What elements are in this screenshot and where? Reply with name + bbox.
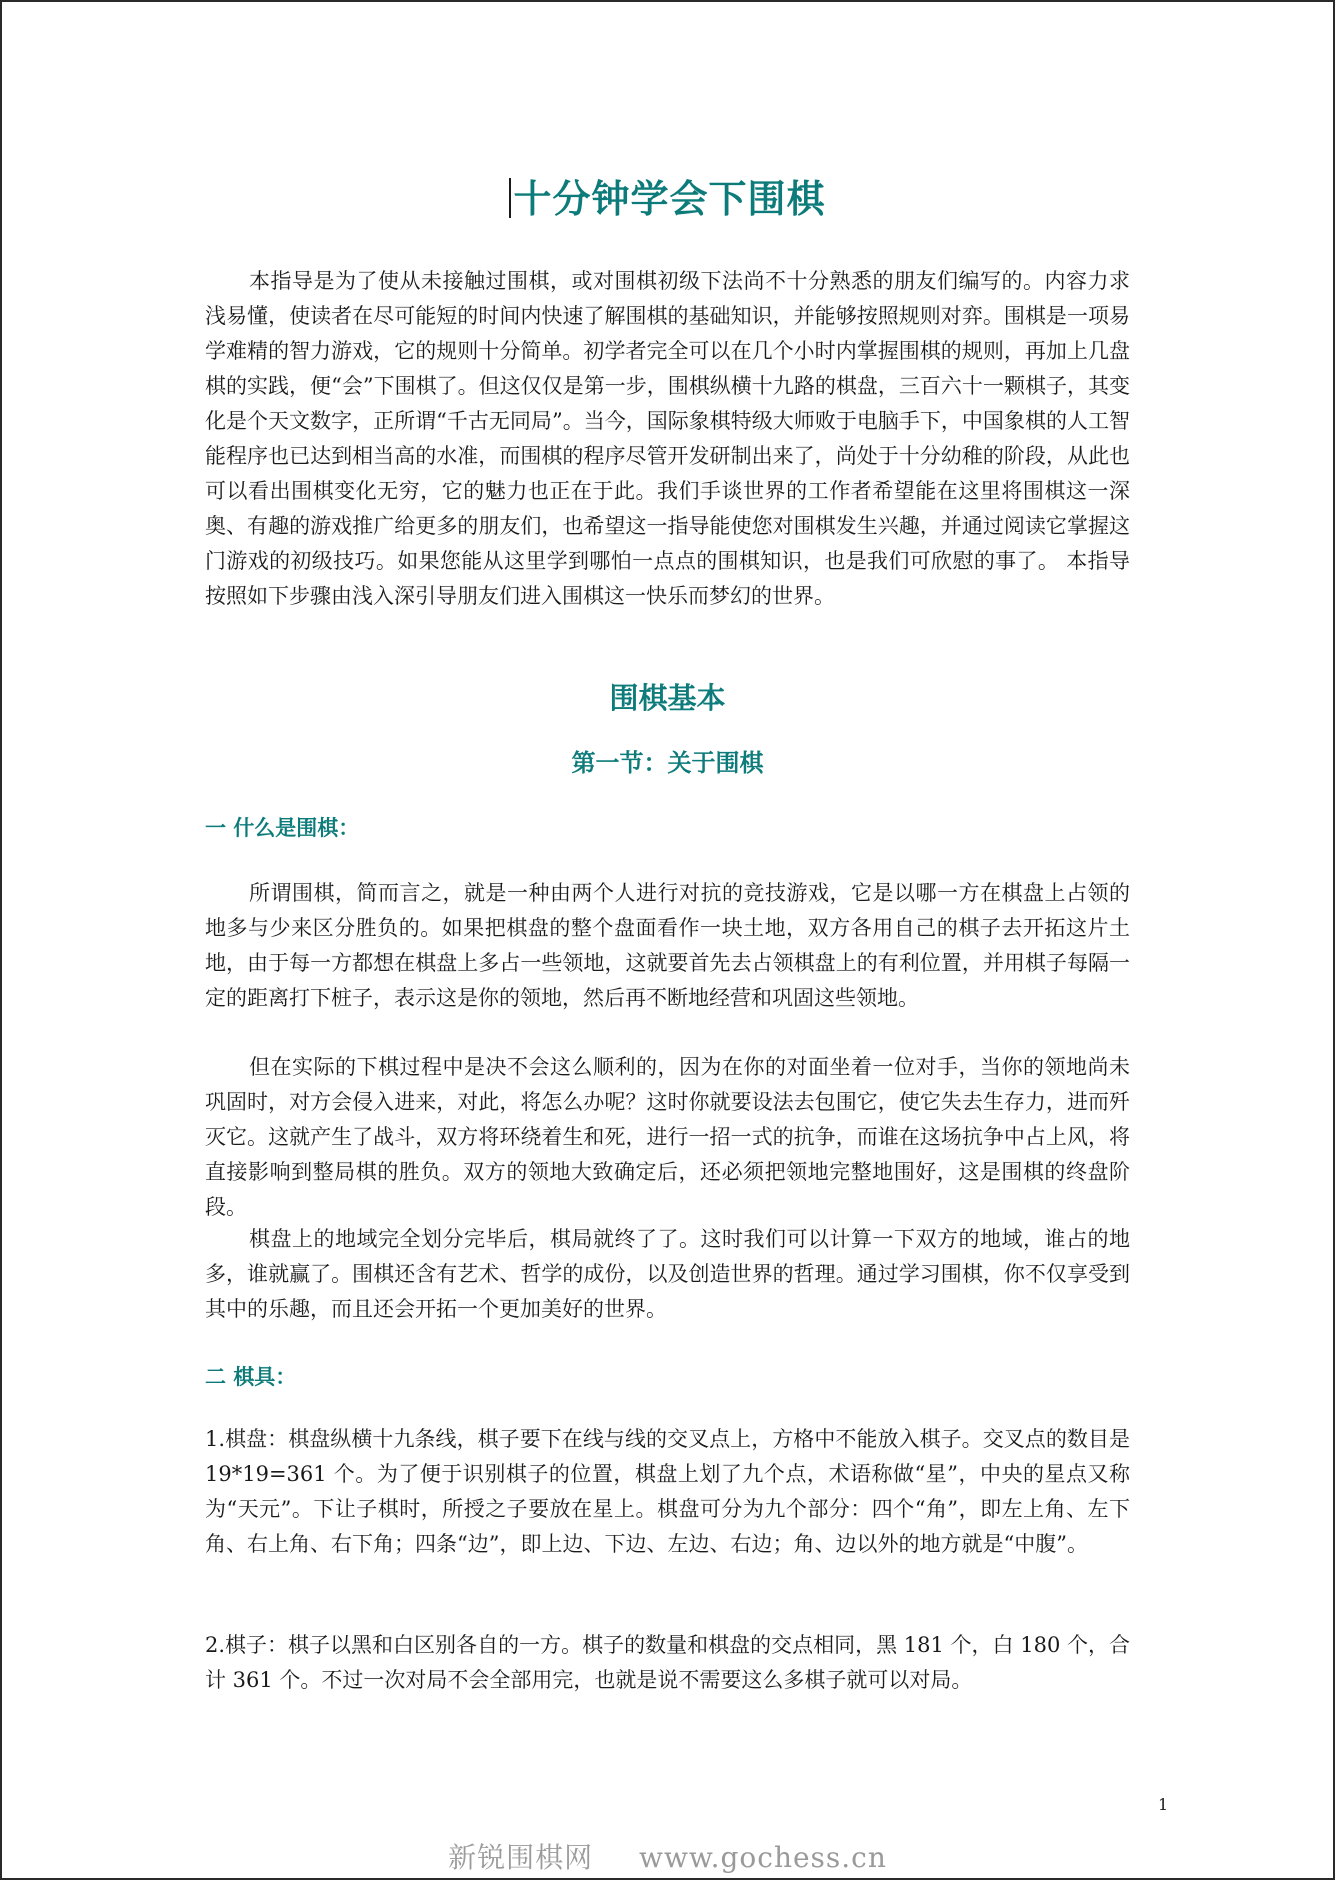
heading-equipment: 二 棋具：	[205, 1364, 297, 1389]
footer-url: www.gochess.cn	[639, 1841, 887, 1874]
footer-site-name: 新锐围棋网	[448, 1841, 594, 1874]
paragraph-board: 1.棋盘：棋盘纵横十九条线，棋子要下在线与线的交叉点上，方格中不能放入棋子。交叉点的数目是 19*19=361 个。为了便于识别棋子的位置，棋盘上划了九个点，术语称做“星”，中央的星点又称为“天元”。下让子棋时，所授之子要放在星上。棋盘可分为九个部分：四个“角”，即左上角、左下角、右上角、右下角；四条“边”，即上边、下边、左边、右边；角、边以外的地方就是“中腹”。	[205, 1427, 1130, 1556]
text-cursor	[509, 178, 511, 218]
section-title: 围棋基本	[609, 681, 726, 715]
subsection-title: 第一节：关于围棋	[571, 748, 764, 777]
footer-watermark	[0, 1836, 1335, 1876]
paragraph-stones: 2.棋子：棋子以黑和白区别各自的一方。棋子的数量和棋盘的交点相同，黑 181 个，白 180 个，合计 361 个。不过一次对局不会全部用完，也就是说不需要这么多棋子就可以对局。	[205, 1633, 1130, 1692]
paragraph-what-is-go-2: 但在实际的下棋过程中是决不会这么顺利的，因为在你的对面坐着一位对手，当你的领地尚未巩固时，对方会侵入进来，对此，将怎么办呢？这时你就要设法去包围它，使它失去生存力，进而歼灭它。这就产生了战斗，双方将环绕着生和死，进行一招一式的抗争，而谁在这场抗争中占上风，将直接影响到整局棋的胜负。双方的领地大致确定后，还必须把领地完整地围好，这是围棋的终盘阶段。	[205, 1055, 1130, 1219]
page-number: 1	[1158, 1795, 1169, 1814]
paragraph-what-is-go-1: 所谓围棋，简而言之，就是一种由两个人进行对抗的竞技游戏，它是以哪一方在棋盘上占领的地多与少来区分胜负的。如果把棋盘的整个盘面看作一块土地，双方各用自己的棋子去开拓这片土地，由于每一方都想在棋盘上多占一些领地，这就要首先去占领棋盘上的有利位置，并用棋子每隔一定的距离打下桩子，表示这是你的领地，然后再不断地经营和巩固这些领地。	[205, 881, 1130, 1010]
paragraph-what-is-go-3: 棋盘上的地域完全划分完毕后，棋局就终了了。这时我们可以计算一下双方的地域，谁占的地多，谁就赢了。围棋还含有艺术、哲学的成份，以及创造世界的哲理。通过学习围棋，你不仅享受到其中的乐趣，而且还会开拓一个更加美好的世界。	[205, 1227, 1130, 1321]
heading-what-is-go: 一 什么是围棋：	[205, 815, 360, 840]
intro-paragraph: 本指导是为了使从未接触过围棋，或对围棋初级下法尚不十分熟悉的朋友们编写的。内容力求浅易懂，使读者在尽可能短的时间内快速了解围棋的基础知识，并能够按照规则对弈。围棋是一项易学难精的智力游戏，它的规则十分简单。初学者完全可以在几个小时内掌握围棋的规则，再加上几盘棋的实践，便“会”下围棋了。但这仅仅是第一步，围棋纵横十九路的棋盘，三百六十一颗棋子，其变化是个天文数字，正所谓“千古无同局”。当今，国际象棋特级大师败于电脑手下，中国象棋的人工智能程序也已达到相当高的水准，而围棋的程序尽管开发研制出来了，尚处于十分幼稚的阶段，从此也可以看出围棋变化无穷，它的魅力也正在于此。我们手谈世界的工作者希望能在这里将围棋这一深奥、有趣的游戏推广给更多的朋友们，也希望这一指导能使您对围棋发生兴趣，并通过阅读它掌握这门游戏的初级技巧。如果您能从这里学到哪怕一点点的围棋知识，也是我们可欣慰的事了。 本指导按照如下步骤由浅入深引导朋友们进入围棋这一快乐而梦幻的世界。	[205, 269, 1130, 608]
document-title-text: 十分钟学会下围棋	[513, 176, 826, 221]
document-title	[205, 168, 1130, 223]
